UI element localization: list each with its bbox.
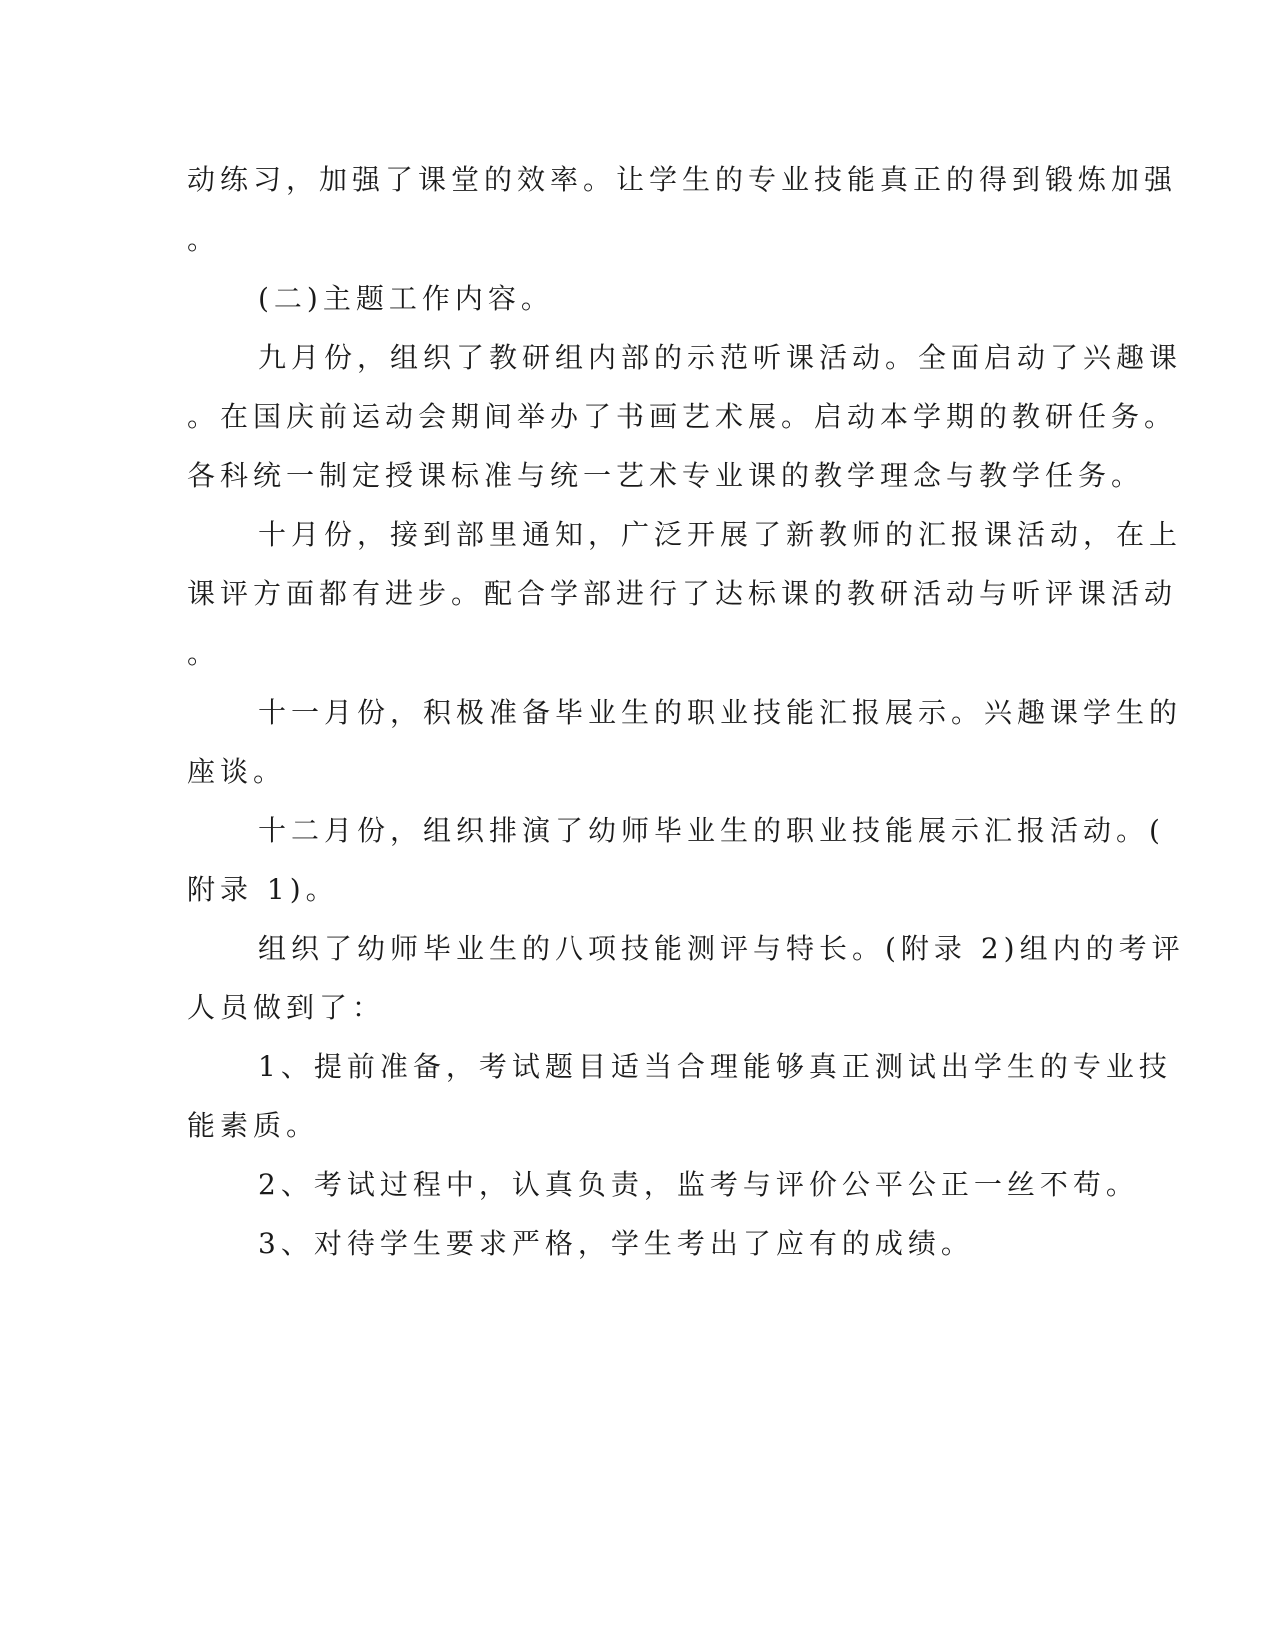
- list-item: 1、提前准备，考试题目适当合理能够真正测试出学生的专业技: [258, 1050, 1172, 1083]
- text-line: 课评方面都有进步。配合学部进行了达标课的教研活动与听评课活动: [187, 577, 1178, 610]
- text-line: 人员做到了：: [187, 991, 386, 1024]
- text-line: 各科统一制定授课标准与统一艺术专业课的教学理念与教学任务。: [187, 459, 1145, 492]
- text-line: 动练习，加强了课堂的效率。让学生的专业技能真正的得到锻炼加强: [187, 163, 1178, 196]
- text-line: 能素质。: [187, 1109, 320, 1142]
- list-item: 3、对待学生要求严格，学生考出了应有的成绩。: [258, 1227, 974, 1260]
- text-line: 组织了幼师毕业生的八项技能测评与特长。(附录 2)组内的考评: [258, 932, 1185, 965]
- text-line: 十一月份，积极准备毕业生的职业技能汇报展示。兴趣课学生的: [258, 696, 1183, 729]
- text-line: 座谈。: [187, 755, 287, 788]
- list-item: 2、考试过程中，认真负责，监考与评价公平公正一丝不苟。: [258, 1168, 1139, 1201]
- section-heading: (二)主题工作内容。: [258, 282, 554, 315]
- text-line: 。: [187, 637, 221, 670]
- text-line: 附录 1)。: [187, 873, 339, 906]
- text-line: 。: [187, 223, 221, 256]
- text-line: 九月份，组织了教研组内部的示范听课活动。全面启动了兴趣课: [258, 341, 1183, 374]
- text-line: 。在国庆前运动会期间举办了书画艺术展。启动本学期的教研任务。: [187, 400, 1178, 433]
- text-line: 十二月份，组织排演了幼师毕业生的职业技能展示汇报活动。(: [258, 814, 1165, 847]
- text-line: 十月份，接到部里通知，广泛开展了新教师的汇报课活动，在上: [258, 518, 1183, 551]
